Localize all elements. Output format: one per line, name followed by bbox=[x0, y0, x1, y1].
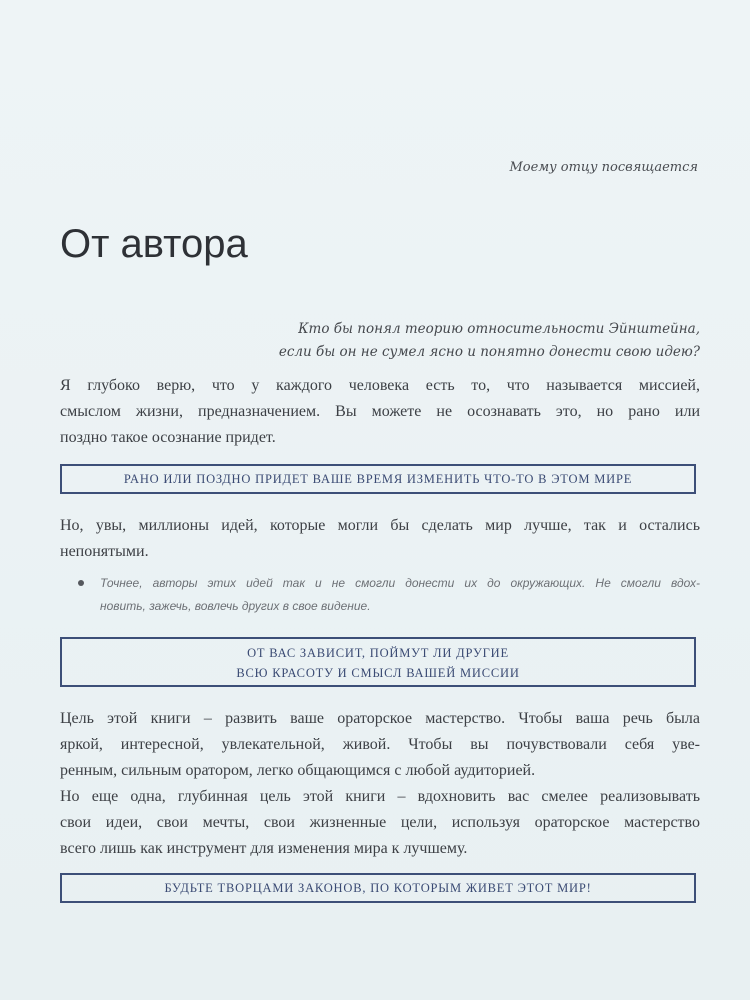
epigraph-line: Кто бы понял теорию относительности Эйнштейна, bbox=[298, 321, 700, 337]
paragraph-line: Цель этой книги – развить ваше ораторское мастерство. Чтобы ваша речь была bbox=[60, 710, 700, 727]
dedication: Моему отцу посвящается bbox=[509, 160, 698, 175]
bullet-line: новить, зажечь, вовлечь других в свое видение. bbox=[100, 599, 371, 613]
callout-text: ВСЮ КРАСОТУ И СМЫСЛ ВАШЕЙ МИССИИ bbox=[236, 666, 520, 680]
callout-box bbox=[60, 637, 696, 687]
paragraph-deep-goal bbox=[60, 784, 700, 862]
paragraph-line: непонятыми. bbox=[60, 543, 149, 560]
paragraph-line: смыслом жизни, предназначением. Вы можете не осознавать это, но рано или bbox=[60, 403, 700, 420]
paragraph-line: свои идеи, свои мечты, свои жизненные цели, используя ораторское мастерство bbox=[60, 814, 700, 831]
callout-text: ОТ ВАС ЗАВИСИТ, ПОЙМУТ ЛИ ДРУГИЕ bbox=[247, 646, 509, 660]
callout-text: БУДЬТЕ ТВОРЦАМИ ЗАКОНОВ, ПО КОТОРЫМ ЖИВЕТ ЭТОТ МИР! bbox=[164, 881, 592, 895]
epigraph bbox=[240, 318, 700, 364]
callout-box bbox=[60, 873, 696, 903]
paragraph-ideas bbox=[60, 513, 700, 565]
callout-text: РАНО ИЛИ ПОЗДНО ПРИДЕТ ВАШЕ ВРЕМЯ ИЗМЕНИТЬ ЧТО-ТО В ЭТОМ МИРЕ bbox=[123, 472, 633, 486]
page-title: От автора bbox=[60, 222, 248, 266]
epigraph-line: если бы он не сумел ясно и понятно донести свою идею? bbox=[278, 344, 700, 360]
paragraph-line: ренным, сильным оратором, легко общающимся с любой аудиторией. bbox=[60, 762, 536, 779]
paragraph-goal bbox=[60, 706, 700, 784]
paragraph-line: Но, увы, миллионы идей, которые могли бы сделать мир лучше, так и остались bbox=[60, 517, 700, 534]
paragraph-line: яркой, интересной, увлекательной, живой. Чтобы вы почувствовали себя уве- bbox=[60, 736, 700, 753]
paragraph-mission bbox=[60, 373, 700, 451]
paragraph-line: поздно такое осознание придет. bbox=[60, 429, 276, 446]
paragraph-line: всего лишь как инструмент для изменения мира к лучшему. bbox=[60, 840, 468, 857]
bullet-line: Точнее, авторы этих идей так и не смогли донести их до окружающих. Не смогли вдох- bbox=[100, 576, 700, 590]
callout-box bbox=[60, 464, 696, 494]
paragraph-line: Я глубоко верю, что у каждого человека есть то, что называется миссией, bbox=[60, 377, 700, 394]
paragraph-line: Но еще одна, глубинная цель этой книги – вдохновить вас смелее реализовывать bbox=[60, 788, 700, 805]
bullet-icon bbox=[78, 580, 84, 586]
bullet-item bbox=[78, 572, 700, 618]
